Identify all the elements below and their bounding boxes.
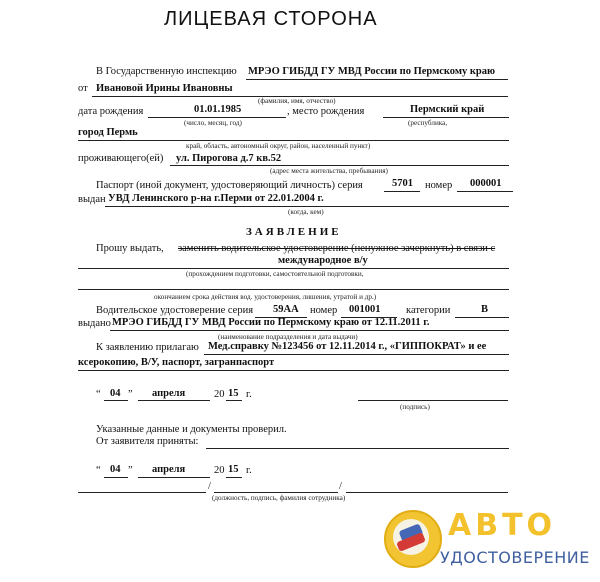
official-slash-1: / (208, 481, 211, 492)
city: город Пермь (78, 127, 138, 138)
birth-place-label: , место рождения (287, 106, 365, 117)
residence-underline (170, 165, 509, 166)
attach-underline-1 (204, 354, 509, 355)
verify-year-prefix: 20 (214, 465, 225, 476)
request-hint-2: окончанием срока действия вод. удостоверения, лишения, утратой и др.) (154, 293, 377, 301)
inspection-underline (246, 79, 508, 80)
birth-date: 01.01.1985 (194, 104, 242, 115)
official-position-line (78, 492, 206, 493)
statement-heading: ЗАЯВЛЕНИЕ (246, 226, 342, 238)
license-series: 59АА (273, 304, 299, 315)
request-prefix: Прошу выдать, (96, 243, 164, 254)
verify-year-unit: г. (246, 465, 252, 476)
sign-month-underline (138, 400, 210, 401)
request-hint-1: (прохождением подготовки, самостоятельной подготовки, (186, 270, 364, 278)
verify-day: 04 (110, 464, 121, 475)
applicant-name: Ивановой Ирины Ивановны (96, 83, 233, 94)
official-hint: (должность, подпись, фамилия сотрудника) (212, 494, 346, 502)
verify-day-underline (104, 477, 128, 478)
sign-month: апреля (152, 388, 186, 399)
verification-accepted: От заявителя приняты: (96, 436, 199, 447)
residence-hint: (адрес места жительства, пребывания) (270, 167, 388, 175)
request-value: международное в/у (278, 255, 368, 266)
license-category-underline (455, 317, 509, 318)
passport-number: 000001 (470, 178, 502, 189)
official-surname-line (346, 492, 508, 493)
birth-place-underline (383, 117, 509, 118)
license-number: 001001 (349, 304, 381, 315)
watermark-logo (384, 510, 442, 568)
sign-day: 04 (110, 388, 121, 399)
passport-issued: УВД Ленинского р-на г.Перми от 22.01.2004 г. (108, 193, 324, 204)
signature-hint: (подпись) (400, 403, 430, 411)
brand-bottom: УДОСТОВЕРЕНИЕ (440, 548, 590, 567)
request-underline (78, 268, 509, 269)
passport-issued-hint: (когда, кем) (288, 208, 324, 216)
applicant-hint: (фамилия, имя, отчество) (258, 97, 336, 105)
license-category-label: категории (406, 305, 451, 316)
signature-line (358, 400, 508, 401)
flag-icon (393, 519, 429, 555)
verify-year-suffix: 15 (228, 464, 239, 475)
inspection-name: МРЭО ГИБДД ГУ МВД России по Пермскому краю (248, 66, 496, 77)
sign-year-unit: г. (246, 389, 252, 400)
sign-day-underline (104, 400, 128, 401)
passport-issued-label: выдан (78, 194, 106, 205)
official-signature-line (214, 492, 338, 493)
sign-year-underline (226, 400, 242, 401)
sign-quote-open: “ (96, 389, 101, 400)
brand-top: АВТО (448, 508, 557, 543)
region-hint: край, область, автономный округ, район, населенный пункт) (186, 142, 371, 150)
verify-month-underline (138, 477, 210, 478)
birth-place: Пермский край (410, 104, 485, 115)
request-struck-text: заменить водительское удостоверение (ненужное зачеркнуть) в связи с (178, 243, 496, 254)
passport-label: Паспорт (иной документ, удостоверяющий личность) серия (96, 180, 363, 191)
attach-line-2: ксерокопию, В/У, паспорт, загранпаспорт (78, 357, 275, 368)
attach-line-1: Мед.справку №123456 от 12.11.2014 г., «ГИППОКРАТ» и ее (208, 341, 487, 352)
sign-quote-close: ” (128, 389, 133, 400)
verify-month: апреля (152, 464, 186, 475)
birth-place-hint: (республика, (408, 119, 448, 127)
verify-quote-close: ” (128, 465, 133, 476)
verification-underline (206, 448, 509, 449)
license-issued-hint: (наименование подразделения и дата выдачи) (218, 333, 358, 341)
residence-label: проживающего(ей) (78, 153, 164, 164)
verify-quote-open: “ (96, 465, 101, 476)
birth-date-label: дата рождения (78, 106, 144, 117)
passport-series: 5701 (392, 178, 413, 189)
license-issued: МРЭО ГИБДД ГУ МВД России по Пермскому краю от 12.11.2011 г. (112, 317, 430, 328)
attach-label: К заявлению прилагаю (96, 342, 199, 353)
residence: ул. Пирогова д.7 кв.52 (176, 153, 282, 164)
birth-date-hint: (число, месяц, год) (184, 119, 242, 127)
attach-underline-2 (78, 370, 509, 371)
birth-date-underline (148, 117, 286, 118)
license-label: Водительское удостоверение серия (96, 305, 254, 316)
passport-series-underline (384, 191, 420, 192)
to-prefix: В Государственную инспекцию (96, 66, 237, 77)
request-underline-2 (78, 289, 509, 290)
license-issued-label: выдано (78, 318, 111, 329)
license-number-label: номер (310, 305, 338, 316)
page-title: ЛИЦЕВАЯ СТОРОНА (164, 8, 378, 30)
sign-year-prefix: 20 (214, 389, 225, 400)
sign-year-suffix: 15 (228, 388, 239, 399)
city-underline (78, 140, 509, 141)
official-slash-2: / (339, 481, 342, 492)
verification-checked: Указанные данные и документы проверил. (96, 424, 287, 435)
from-prefix: от (78, 83, 88, 94)
passport-issued-underline (105, 206, 509, 207)
license-issued-underline (110, 330, 509, 331)
license-category: В (481, 304, 489, 315)
passport-number-underline (457, 191, 513, 192)
passport-number-label: номер (425, 180, 453, 191)
verify-year-underline (226, 477, 242, 478)
